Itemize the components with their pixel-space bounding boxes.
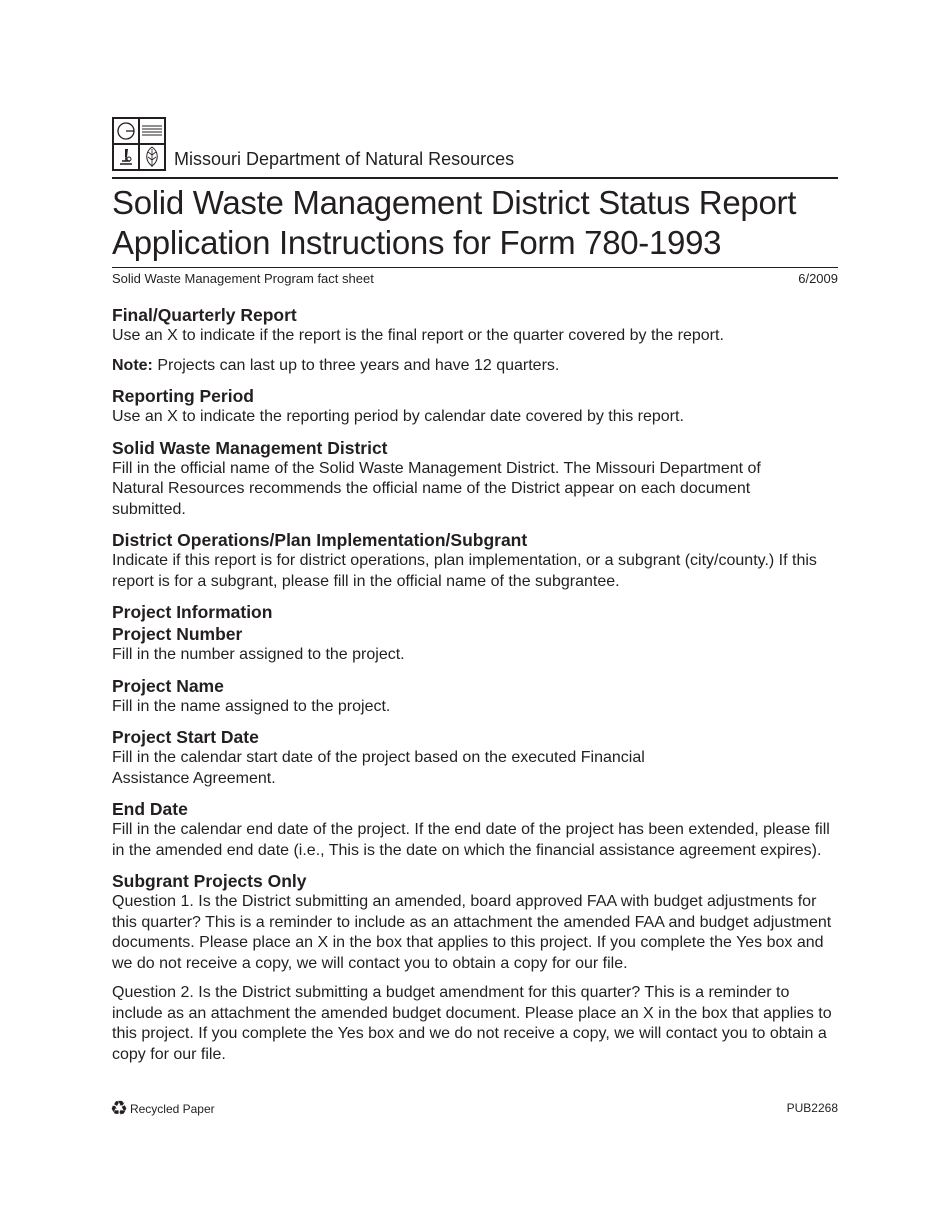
dnr-logo — [112, 117, 166, 171]
agency-name: Missouri Department of Natural Resources — [174, 149, 515, 169]
program-label: Solid Waste Management Program fact sheet — [112, 271, 374, 286]
section-subgrant-projects — [112, 870, 838, 974]
section-body: Use an X to indicate the reporting period by calendar date covered by this report. — [112, 408, 684, 425]
note — [112, 356, 838, 377]
header-rule — [112, 177, 838, 179]
section-heading: End Date — [112, 799, 188, 819]
section-project-information — [112, 601, 838, 623]
section-body: Fill in the calendar end date of the project. If the end date of the project has been extended, please fill in the amended end date (i.e., This is the date on which the financial assistance agreement expires). — [112, 821, 830, 859]
section-reporting-period — [112, 385, 838, 428]
fact-sheet-page — [112, 111, 838, 1074]
section-heading: Project Number — [112, 624, 243, 644]
section-heading: Subgrant Projects Only — [112, 871, 307, 891]
section-body: Use an X to indicate if the report is the final report or the quarter covered by the report. — [112, 327, 724, 344]
section-end-date — [112, 798, 838, 861]
title-line-1: Solid Waste Management District Status Report — [112, 184, 797, 221]
content — [112, 304, 838, 1065]
section-project-number — [112, 623, 838, 666]
section-body: Question 2. Is the District submitting a budget amendment for this quarter? This is a reminder to include as an attachment the amended budget document. Please place an X in the box that applies to this project. If you complete the Yes box and we do not receive a copy, we will contact you to obtain a copy for our file. — [112, 984, 832, 1063]
recycled-label: Recycled Paper — [129, 1102, 215, 1116]
section-body: Question 1. Is the District submitting an amended, board approved FAA with budget adjustments for this quarter? This is a reminder to include as an attachment the amended FAA and budget adjustment documents. Please place an X in the box that applies to this project. If you complete the Yes box and we do not receive a copy, we will contact you to obtain a copy for our file. — [112, 893, 832, 972]
section-heading: Project Information — [112, 602, 273, 622]
leaf-icon — [139, 144, 165, 170]
section-project-start-date — [112, 726, 838, 789]
section-body: Fill in the name assigned to the project. — [112, 697, 391, 715]
recycled-paper-note — [110, 1098, 215, 1120]
section-heading: Reporting Period — [112, 386, 254, 406]
section-body: Indicate if this report is for district operations, plan implementation, or a subgrant (city/county.) If this report is for a subgrant, please fill in the official name of the subgrantee. — [112, 552, 817, 590]
section-heading: District Operations/Plan Implementation/Subgrant — [112, 530, 528, 550]
section-body: Fill in the official name of the Solid Waste Management District. The Missouri Department of Natural Resources recommends the official name of the District appear on each document submitted. — [112, 459, 761, 518]
footer — [110, 1098, 838, 1120]
recycle-icon: ♻ — [110, 1098, 128, 1120]
header-row — [112, 111, 838, 171]
section-project-name — [112, 675, 838, 718]
section-heading: Final/Quarterly Report — [112, 305, 297, 325]
title-line-2: Application Instructions for Form 780-1993 — [112, 224, 722, 261]
section-heading: Project Start Date — [112, 727, 259, 747]
publication-date: 6/2009 — [798, 271, 838, 286]
section-body: Fill in the calendar start date of the project based on the executed Financial Assistance Agreement. — [112, 749, 645, 787]
subheader — [112, 271, 838, 286]
title-rule — [112, 267, 838, 268]
section-final-quarterly — [112, 304, 838, 347]
page-title — [112, 183, 838, 263]
note-label: Note: — [112, 356, 153, 374]
water-drop-icon — [113, 118, 139, 144]
section-heading: Project Name — [112, 675, 224, 696]
note-text: Projects can last up to three years and have 12 quarters. — [152, 356, 560, 374]
question-2 — [112, 983, 838, 1065]
section-body: Fill in the number assigned to the project. — [112, 646, 405, 663]
section-district-operations — [112, 529, 838, 592]
waves-icon — [139, 118, 165, 144]
section-heading: Solid Waste Management District — [112, 437, 388, 458]
section-district — [112, 437, 838, 521]
microscope-icon — [113, 144, 139, 170]
publication-number: PUB2268 — [786, 1101, 838, 1115]
